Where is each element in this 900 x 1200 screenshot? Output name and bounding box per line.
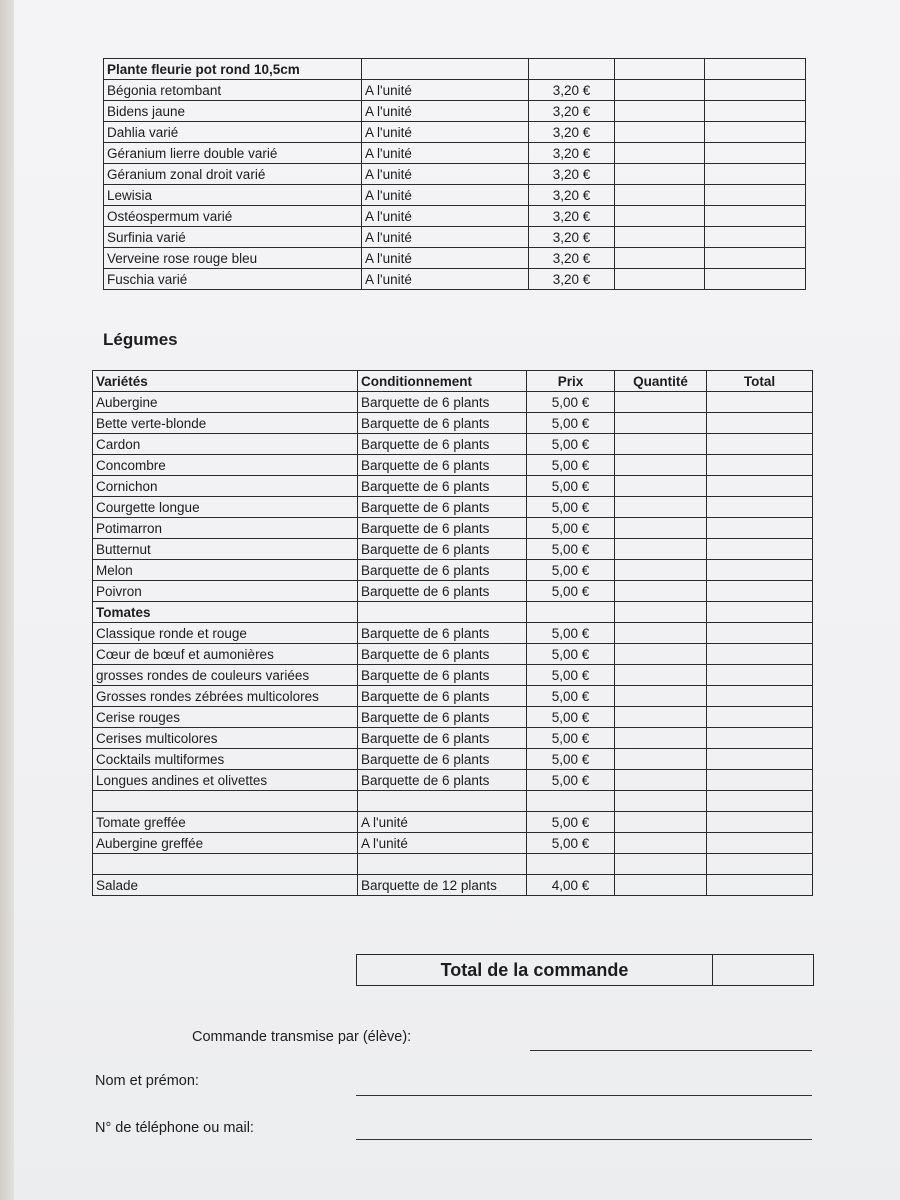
legume-row (93, 644, 813, 665)
legume-variety-cell: Cornichon (93, 476, 358, 497)
legume-price-cell: 5,00 € (527, 833, 615, 854)
legume-row (93, 686, 813, 707)
legume-row (93, 581, 813, 602)
legume-price-cell: 5,00 € (527, 707, 615, 728)
legume-variety-cell: Cerises multicolores (93, 728, 358, 749)
legume-conditionnement-cell: Barquette de 6 plants (358, 518, 527, 539)
legume-total-cell (707, 665, 813, 686)
flower-price-cell: 3,20 € (529, 143, 615, 164)
legume-quantity-cell[interactable] (615, 539, 707, 560)
legume-row (93, 812, 813, 833)
flower-quantity-cell[interactable] (615, 269, 705, 290)
legume-conditionnement-cell: Barquette de 6 plants (358, 770, 527, 791)
legume-quantity-cell[interactable] (615, 476, 707, 497)
legume-conditionnement-cell: Barquette de 6 plants (358, 560, 527, 581)
legume-variety-cell: grosses rondes de couleurs variées (93, 665, 358, 686)
legume-price-cell: 5,00 € (527, 812, 615, 833)
legume-variety-cell (93, 791, 358, 812)
legume-total-cell (707, 791, 813, 812)
legumes-table (92, 370, 813, 896)
legume-variety-cell: Grosses rondes zébrées multicolores (93, 686, 358, 707)
flower-conditionnement-cell: A l'unité (362, 185, 529, 206)
flower-quantity-cell[interactable] (615, 143, 705, 164)
legume-conditionnement-cell: Barquette de 6 plants (358, 728, 527, 749)
nom-prenom-label: Nom et prémon: (95, 1073, 199, 1089)
legume-variety-cell: Longues andines et olivettes (93, 770, 358, 791)
flower-row (104, 248, 806, 269)
legume-price-cell: 5,00 € (527, 623, 615, 644)
legume-variety-cell: Cœur de bœuf et aumonières (93, 644, 358, 665)
legume-total-cell (707, 602, 813, 623)
legume-row (93, 434, 813, 455)
flower-quantity-cell[interactable] (615, 227, 705, 248)
legume-conditionnement-cell: Barquette de 6 plants (358, 644, 527, 665)
legume-row (93, 392, 813, 413)
flower-quantity-cell[interactable] (615, 248, 705, 269)
legume-total-cell (707, 560, 813, 581)
flower-price-cell: 3,20 € (529, 206, 615, 227)
legume-total-cell (707, 749, 813, 770)
legume-conditionnement-cell: Barquette de 6 plants (358, 707, 527, 728)
flower-total-cell (705, 269, 806, 290)
legume-variety-cell: Melon (93, 560, 358, 581)
legume-quantity-cell[interactable] (615, 518, 707, 539)
legume-total-cell (707, 812, 813, 833)
legume-total-cell (707, 455, 813, 476)
legume-conditionnement-cell: Barquette de 6 plants (358, 581, 527, 602)
legume-conditionnement-cell: Barquette de 6 plants (358, 686, 527, 707)
legume-total-cell (707, 707, 813, 728)
legume-price-cell: 4,00 € (527, 875, 615, 896)
legume-price-cell: 5,00 € (527, 686, 615, 707)
legume-quantity-cell[interactable] (615, 770, 707, 791)
legume-price-cell: 5,00 € (527, 581, 615, 602)
legume-quantity-cell[interactable] (615, 644, 707, 665)
legume-price-cell: 5,00 € (527, 434, 615, 455)
legume-variety-cell (93, 854, 358, 875)
legume-conditionnement-cell (358, 791, 527, 812)
legume-conditionnement-cell: A l'unité (358, 833, 527, 854)
legume-quantity-cell[interactable] (615, 707, 707, 728)
legume-price-cell: 5,00 € (527, 770, 615, 791)
legume-row (93, 749, 813, 770)
legume-quantity-cell[interactable] (615, 812, 707, 833)
legume-quantity-cell[interactable] (615, 392, 707, 413)
flower-variety-cell: Dahlia varié (104, 122, 362, 143)
legume-total-cell (707, 770, 813, 791)
legumes-header-row (93, 371, 813, 392)
legume-price-cell (527, 854, 615, 875)
legume-total-cell (707, 854, 813, 875)
legume-conditionnement-cell (358, 602, 527, 623)
flower-total-cell (705, 122, 806, 143)
flower-price-cell: 3,20 € (529, 164, 615, 185)
legume-price-cell: 5,00 € (527, 728, 615, 749)
flower-price-cell: 3,20 € (529, 227, 615, 248)
flower-variety-cell: Verveine rose rouge bleu (104, 248, 362, 269)
legume-quantity-cell[interactable] (615, 686, 707, 707)
contact-field[interactable] (356, 1139, 812, 1140)
legume-row (93, 854, 813, 875)
legume-price-cell (527, 602, 615, 623)
legume-variety-cell: Bette verte-blonde (93, 413, 358, 434)
legume-variety-cell: Butternut (93, 539, 358, 560)
flower-conditionnement-cell: A l'unité (362, 122, 529, 143)
flowers-header-row (104, 59, 806, 80)
legume-price-cell: 5,00 € (527, 665, 615, 686)
legume-price-cell: 5,00 € (527, 560, 615, 581)
legume-variety-cell: Tomates (93, 602, 358, 623)
legume-conditionnement-cell: Barquette de 6 plants (358, 476, 527, 497)
legume-price-cell: 5,00 € (527, 413, 615, 434)
legume-conditionnement-cell: Barquette de 6 plants (358, 749, 527, 770)
legume-variety-cell: Aubergine greffée (93, 833, 358, 854)
flowers-table (103, 58, 806, 290)
legume-total-cell (707, 539, 813, 560)
legume-row (93, 728, 813, 749)
paper-edge (0, 0, 14, 1200)
flower-quantity-cell[interactable] (615, 185, 705, 206)
legumes-table-body (93, 371, 813, 896)
legume-row (93, 455, 813, 476)
legume-price-cell: 5,00 € (527, 392, 615, 413)
legume-conditionnement-cell: Barquette de 6 plants (358, 539, 527, 560)
flower-row (104, 80, 806, 101)
flower-price-cell: 3,20 € (529, 122, 615, 143)
legume-total-cell (707, 413, 813, 434)
legume-quantity-cell[interactable] (615, 791, 707, 812)
flower-price-cell: 3,20 € (529, 269, 615, 290)
flower-variety-cell: Géranium zonal droit varié (104, 164, 362, 185)
legume-variety-cell: Concombre (93, 455, 358, 476)
legume-quantity-cell[interactable] (615, 749, 707, 770)
legume-conditionnement-cell: Barquette de 6 plants (358, 392, 527, 413)
legume-total-cell (707, 686, 813, 707)
legume-quantity-cell[interactable] (615, 413, 707, 434)
flower-row (104, 122, 806, 143)
legume-total-cell (707, 476, 813, 497)
flower-variety-cell: Bidens jaune (104, 101, 362, 122)
legume-conditionnement-cell: Barquette de 6 plants (358, 413, 527, 434)
legume-row (93, 623, 813, 644)
legume-row (93, 707, 813, 728)
flower-quantity-cell[interactable] (615, 122, 705, 143)
legume-variety-cell: Potimarron (93, 518, 358, 539)
column-header-conditionnement: Conditionnement (358, 371, 527, 392)
flower-price-cell: 3,20 € (529, 101, 615, 122)
legume-total-cell (707, 518, 813, 539)
flower-conditionnement-cell: A l'unité (362, 227, 529, 248)
legume-price-cell: 5,00 € (527, 749, 615, 770)
nom-prenom-field[interactable] (356, 1095, 812, 1096)
flowers-header-total (705, 59, 806, 80)
legume-total-cell (707, 728, 813, 749)
legume-total-cell (707, 581, 813, 602)
flower-price-cell: 3,20 € (529, 80, 615, 101)
legume-variety-cell: Classique ronde et rouge (93, 623, 358, 644)
legume-row (93, 791, 813, 812)
legume-quantity-cell[interactable] (615, 623, 707, 644)
legume-conditionnement-cell: Barquette de 6 plants (358, 623, 527, 644)
legume-conditionnement-cell: Barquette de 6 plants (358, 665, 527, 686)
legume-price-cell: 5,00 € (527, 455, 615, 476)
legume-row (93, 602, 813, 623)
flower-total-cell (705, 101, 806, 122)
legume-row (93, 833, 813, 854)
commande-transmise-field[interactable] (530, 1050, 812, 1051)
flower-variety-cell: Bégonia retombant (104, 80, 362, 101)
flower-row (104, 185, 806, 206)
legume-variety-cell: Cerise rouges (93, 707, 358, 728)
flower-conditionnement-cell: A l'unité (362, 269, 529, 290)
legume-row (93, 770, 813, 791)
order-total-box (356, 954, 814, 986)
flowers-header-cond (362, 59, 529, 80)
flowers-header-qty[interactable] (615, 59, 705, 80)
legume-variety-cell: Poivron (93, 581, 358, 602)
legume-quantity-cell[interactable] (615, 833, 707, 854)
flower-conditionnement-cell: A l'unité (362, 143, 529, 164)
flower-row (104, 269, 806, 290)
flower-total-cell (705, 248, 806, 269)
legume-quantity-cell[interactable] (615, 581, 707, 602)
flower-quantity-cell[interactable] (615, 80, 705, 101)
order-total-value[interactable] (713, 955, 813, 985)
legume-conditionnement-cell: Barquette de 6 plants (358, 434, 527, 455)
commande-transmise-label: Commande transmise par (élève): (192, 1029, 412, 1045)
legume-conditionnement-cell: Barquette de 6 plants (358, 497, 527, 518)
legume-conditionnement-cell: A l'unité (358, 812, 527, 833)
flower-variety-cell: Fuschia varié (104, 269, 362, 290)
flower-conditionnement-cell: A l'unité (362, 80, 529, 101)
flower-variety-cell: Lewisia (104, 185, 362, 206)
legume-variety-cell: Cocktails multiformes (93, 749, 358, 770)
flower-total-cell (705, 143, 806, 164)
flower-price-cell: 3,20 € (529, 185, 615, 206)
legume-price-cell: 5,00 € (527, 644, 615, 665)
legume-row (93, 497, 813, 518)
legume-conditionnement-cell: Barquette de 6 plants (358, 455, 527, 476)
flower-total-cell (705, 227, 806, 248)
legume-price-cell: 5,00 € (527, 476, 615, 497)
flower-quantity-cell[interactable] (615, 164, 705, 185)
flower-price-cell: 3,20 € (529, 248, 615, 269)
legume-row (93, 665, 813, 686)
legume-variety-cell: Salade (93, 875, 358, 896)
legume-quantity-cell[interactable] (615, 728, 707, 749)
legume-row (93, 875, 813, 896)
column-header-varietes: Variétés (93, 371, 358, 392)
flower-conditionnement-cell: A l'unité (362, 101, 529, 122)
legume-row (93, 518, 813, 539)
legume-total-cell (707, 875, 813, 896)
flower-conditionnement-cell: A l'unité (362, 206, 529, 227)
flower-variety-cell: Ostéospermum varié (104, 206, 362, 227)
legume-quantity-cell[interactable] (615, 434, 707, 455)
legumes-section-title: Légumes (103, 330, 178, 349)
legume-row (93, 539, 813, 560)
column-header-quantite: Quantité (615, 371, 707, 392)
flower-conditionnement-cell: A l'unité (362, 164, 529, 185)
flowers-table-body (104, 59, 806, 290)
flower-total-cell (705, 206, 806, 227)
flower-total-cell (705, 164, 806, 185)
column-header-prix: Prix (527, 371, 615, 392)
legume-quantity-cell[interactable] (615, 875, 707, 896)
legume-price-cell: 5,00 € (527, 518, 615, 539)
legume-variety-cell: Tomate greffée (93, 812, 358, 833)
flowers-header-price (529, 59, 615, 80)
flower-quantity-cell[interactable] (615, 206, 705, 227)
flower-variety-cell: Surfinia varié (104, 227, 362, 248)
legume-row (93, 413, 813, 434)
order-total-label: Total de la commande (357, 955, 713, 985)
legume-conditionnement-cell (358, 854, 527, 875)
flower-row (104, 206, 806, 227)
legume-row (93, 476, 813, 497)
legume-variety-cell: Courgette longue (93, 497, 358, 518)
flower-variety-cell: Géranium lierre double varié (104, 143, 362, 164)
legume-price-cell (527, 791, 615, 812)
flower-row (104, 143, 806, 164)
flower-quantity-cell[interactable] (615, 101, 705, 122)
flower-row (104, 227, 806, 248)
legume-total-cell (707, 623, 813, 644)
legume-variety-cell: Cardon (93, 434, 358, 455)
legume-quantity-cell[interactable] (615, 665, 707, 686)
legume-quantity-cell[interactable] (615, 497, 707, 518)
flower-row (104, 164, 806, 185)
legume-quantity-cell[interactable] (615, 854, 707, 875)
legume-total-cell (707, 434, 813, 455)
legume-variety-cell: Aubergine (93, 392, 358, 413)
flower-total-cell (705, 185, 806, 206)
legume-price-cell: 5,00 € (527, 497, 615, 518)
flowers-header-name: Plante fleurie pot rond 10,5cm (104, 59, 362, 80)
legume-total-cell (707, 833, 813, 854)
legume-total-cell (707, 644, 813, 665)
flower-total-cell (705, 80, 806, 101)
flower-row (104, 101, 806, 122)
legume-total-cell (707, 497, 813, 518)
flower-conditionnement-cell: A l'unité (362, 248, 529, 269)
legume-quantity-cell[interactable] (615, 560, 707, 581)
legume-price-cell: 5,00 € (527, 539, 615, 560)
legume-row (93, 560, 813, 581)
legume-total-cell (707, 392, 813, 413)
legume-conditionnement-cell: Barquette de 12 plants (358, 875, 527, 896)
column-header-total: Total (707, 371, 813, 392)
legume-quantity-cell[interactable] (615, 455, 707, 476)
legume-quantity-cell[interactable] (615, 602, 707, 623)
contact-label: N° de téléphone ou mail: (95, 1120, 254, 1136)
